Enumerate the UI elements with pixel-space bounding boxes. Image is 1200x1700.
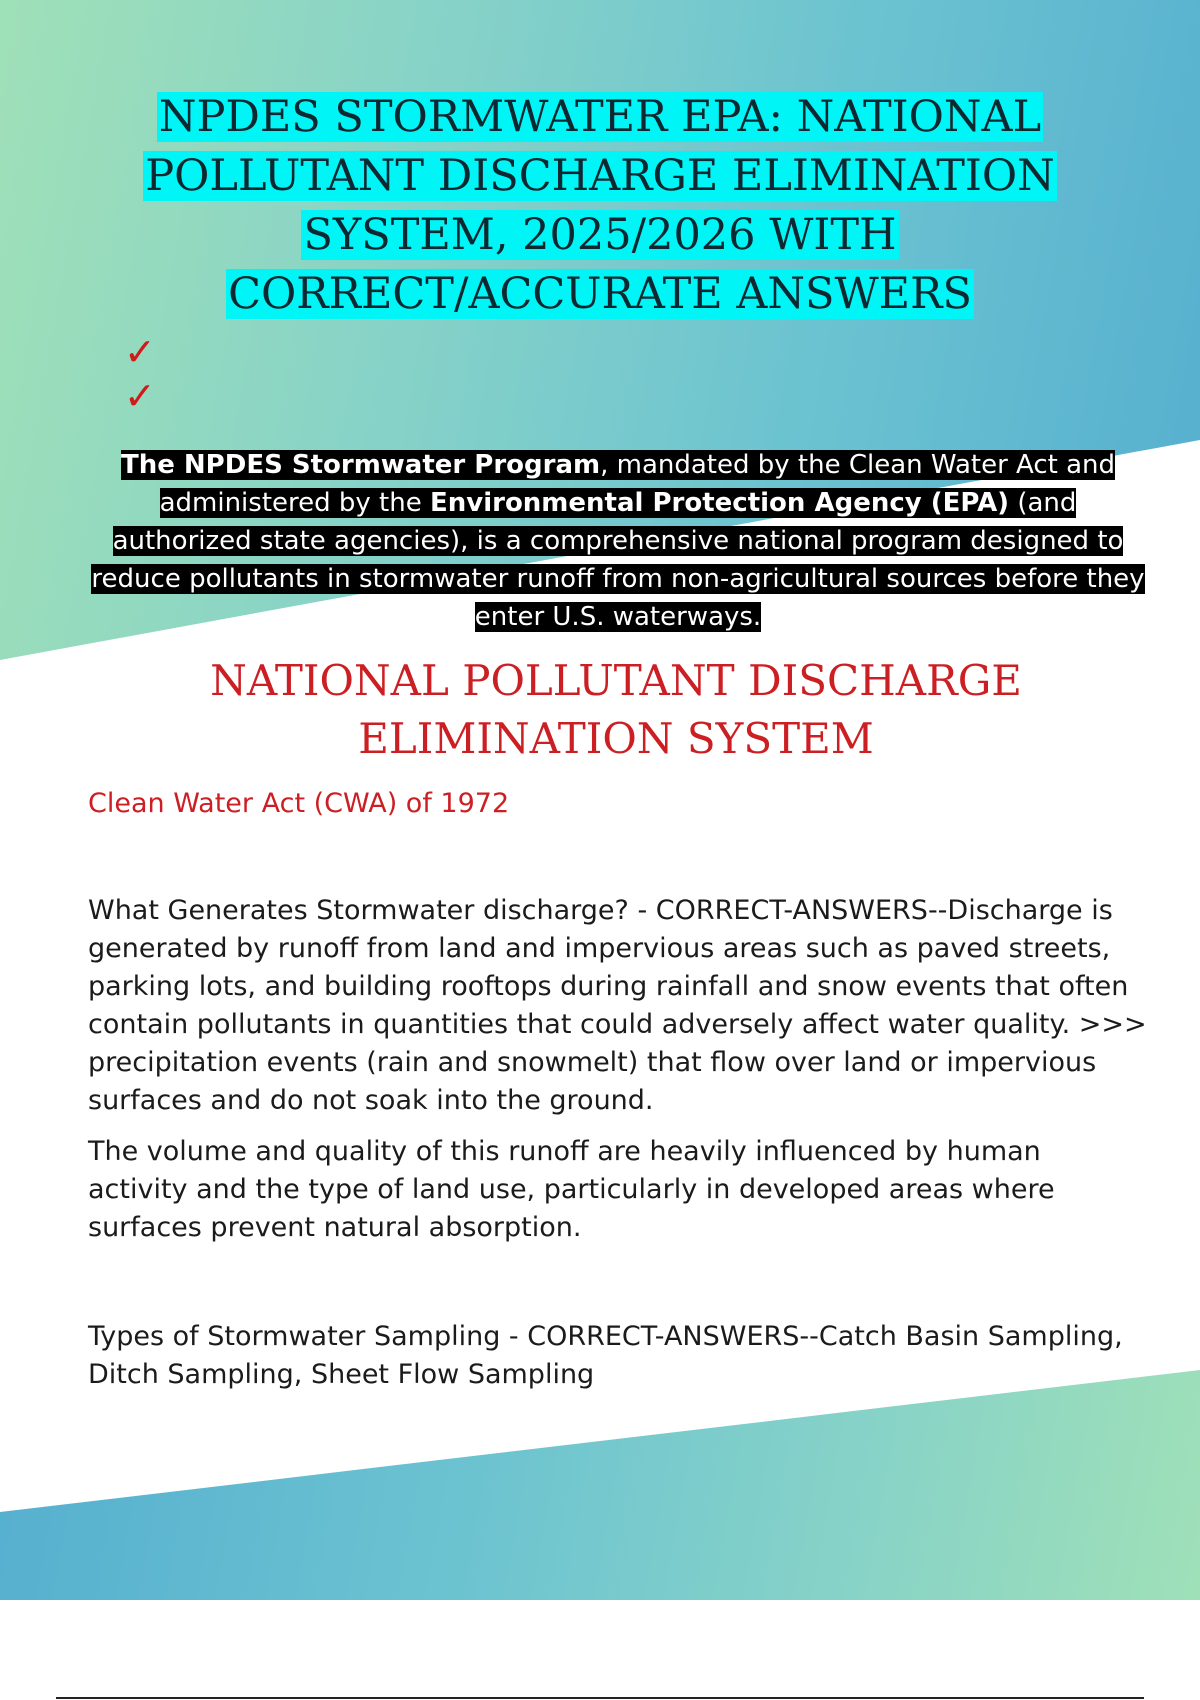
checkmark-list <box>124 330 156 418</box>
title-line: SYSTEM, 2025/2026 WITH <box>303 210 897 260</box>
cwa-label: Clean Water Act (CWA) of 1972 <box>88 788 510 819</box>
checkmark-icon: ✓ <box>124 330 156 374</box>
title-line: POLLUTANT DISCHARGE ELIMINATION <box>145 151 1055 201</box>
paragraph-stormwater-discharge: What Generates Stormwater discharge? - CORRECT-ANSWERS--Discharge is generated by runoff from land and impervious areas such as paved streets, parking lots, and building rooftops during rainfall and snow events that often contain pollutants in quantities that could adversely affect water quality. >>> precipitation events (rain and snowmelt) that flow over land or impervious surfaces and do not soak into the ground. <box>88 895 1147 1116</box>
section-heading <box>100 652 1132 768</box>
intro-text: (and authorized state agencies), is a comprehensive national program designed to reduce pollutants in stormwater runoff from non-agricultural sources before they enter U.S. waterways. <box>91 488 1145 632</box>
bottom-gradient-background <box>0 1360 1200 1600</box>
paragraph-sampling-types: Types of Stormwater Sampling - CORRECT-ANSWERS--Catch Basin Sampling, Ditch Sampling, Sheet Flow Sampling <box>88 1321 1123 1390</box>
footer-divider <box>56 1697 1144 1699</box>
intro-bold-program: The NPDES Stormwater Program <box>120 450 601 480</box>
paragraph-runoff-volume: The volume and quality of this runoff are heavily influenced by human activity and the type of land use, particularly in developed areas where surfaces prevent natural absorption. <box>88 1136 1055 1243</box>
intro-bold-agency: Environmental Protection Agency (EPA) <box>429 488 1010 518</box>
intro-paragraph <box>88 446 1148 636</box>
title-line: NPDES STORMWATER EPA: NATIONAL <box>158 92 1042 142</box>
checkmark-icon: ✓ <box>124 374 156 418</box>
section-heading-line: NATIONAL POLLUTANT DISCHARGE <box>210 656 1022 705</box>
section-heading-line: ELIMINATION SYSTEM <box>358 714 874 763</box>
document-title <box>100 88 1100 324</box>
title-line: CORRECT/ACCURATE ANSWERS <box>228 269 972 319</box>
intro-text: , mandated by the Clean Water Act and administered by the <box>159 450 1116 518</box>
